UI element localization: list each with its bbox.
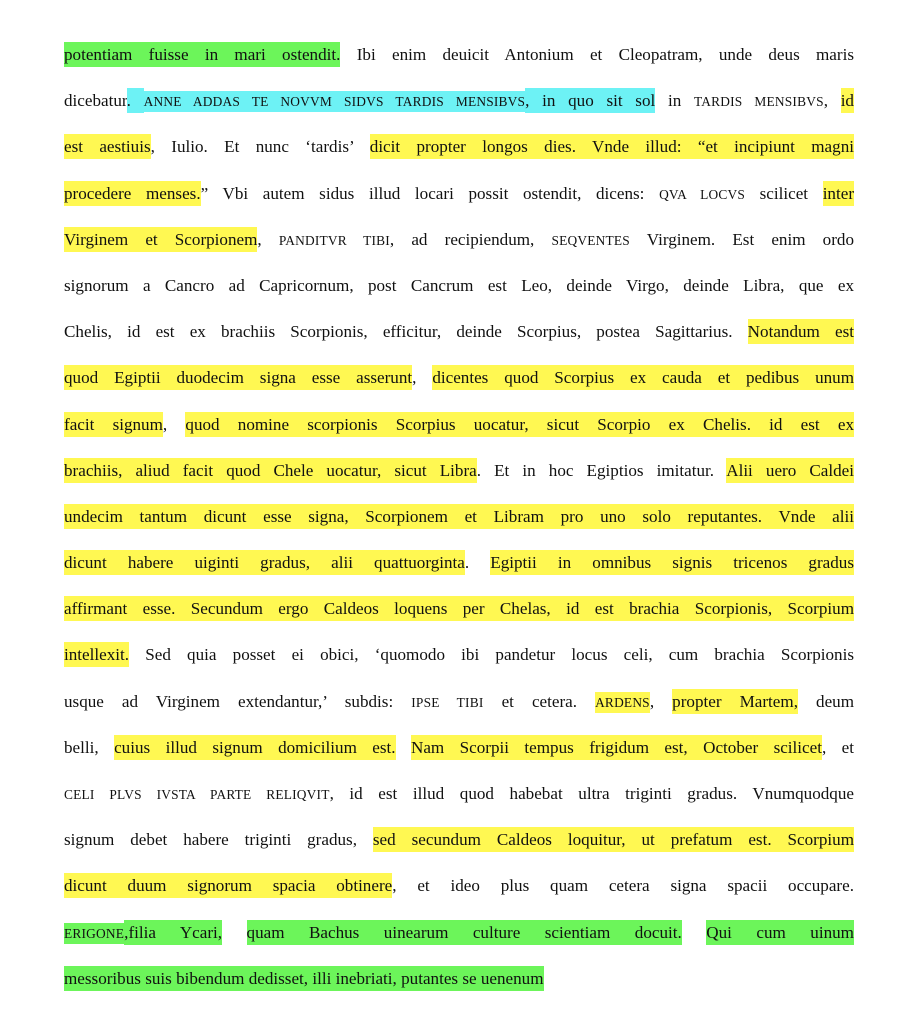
highlighted-run-yellow: brachiis, aliud facit quod Chele uocatur, sicut Libra bbox=[64, 458, 477, 483]
text-run: belli, bbox=[64, 737, 115, 757]
text-run: deum bbox=[797, 691, 854, 711]
text-line bbox=[64, 402, 854, 448]
text-run: dicebatur bbox=[64, 91, 127, 111]
highlighted-run-yellow: undecim tantum dicunt esse signa, Scorpionem et Libram pro uno solo reputantes. Vnde alii bbox=[64, 504, 854, 529]
highlighted-run-yellow: dicunt habere uiginti gradus, alii quattuorginta bbox=[64, 550, 465, 575]
highlighted-run-yellow: Nam Scorpii tempus frigidum est, October scilicet bbox=[411, 735, 822, 760]
text-run: Chelis, id est ex brachiis Scorpionis, efficitur, deinde Scorpius, postea Sagittarius. bbox=[64, 322, 748, 342]
text-run: QVA LOCVS bbox=[659, 186, 746, 202]
highlighted-run-green: messoribus suis bibendum dedisset, illi inebriati, putantes se uenenum bbox=[64, 966, 544, 991]
highlighted-run-yellow: propter Martem, bbox=[672, 689, 798, 714]
highlighted-run-green: potentiam fuisse in mari ostendit. bbox=[64, 42, 340, 67]
text-line bbox=[64, 910, 854, 956]
text-line bbox=[64, 263, 854, 309]
text-run: IPSE TIBI bbox=[411, 694, 484, 710]
text-run: . Et in hoc Egiptios imitatur. bbox=[476, 460, 727, 480]
highlighted-run-yellow: sed secundum Caldeos loquitur, ut prefatum est. Scorpium bbox=[373, 827, 854, 852]
highlighted-run-yellow: dicunt duum signorum spacia obtinere bbox=[64, 873, 392, 898]
text-run: signum debet habere triginti gradus, bbox=[64, 830, 373, 850]
highlighted-run-yellow: Egiptii in omnibus signis tricenos gradus bbox=[490, 550, 854, 575]
highlighted-run-cyan: ANNE ADDAS TE NOVVM SIDVS TARDIS MENSIBVS bbox=[144, 91, 526, 112]
text-run: SEQVENTES bbox=[551, 232, 630, 248]
text-run: , id est illud quod habebat ultra triginti gradus. Vnumquodque bbox=[329, 784, 854, 803]
highlighted-run-yellow: inter bbox=[823, 181, 854, 206]
text-run: , et ideo plus quam cetera signa spacii occupare. bbox=[392, 876, 854, 896]
highlighted-run-yellow: dicentes quod Scorpius ex cauda et pedibus unum bbox=[432, 365, 854, 390]
text-run bbox=[222, 920, 246, 945]
text-run: , ad recipiendum, bbox=[389, 229, 552, 249]
text-run: in bbox=[655, 91, 694, 111]
text-run: PANDITVR TIBI bbox=[278, 232, 390, 248]
text-line bbox=[64, 448, 854, 494]
highlighted-run-cyan: . bbox=[127, 88, 144, 113]
highlighted-run-green: Qui cum uinum bbox=[706, 920, 854, 945]
text-run: CELI PLVS IVSTA PARTE RELIQVIT bbox=[64, 787, 330, 802]
highlighted-run-yellow: quod nomine scorpionis Scorpius uocatur, sicut Scorpio ex Chelis. id est ex bbox=[185, 412, 854, 437]
text-run: Ibi enim deuicit Antonium et Cleopatram, unde deus maris bbox=[340, 45, 854, 64]
text-line bbox=[64, 309, 854, 355]
text-run: usque ad Virginem extendantur,’ subdis: bbox=[64, 691, 412, 711]
highlighted-run-yellow: procedere menses. bbox=[64, 181, 201, 206]
highlighted-run-yellow: Virginem et Scorpionem bbox=[64, 227, 257, 252]
text-run: signorum a Cancro ad Capricornum, post Cancrum est Leo, deinde Virgo, deinde Libra, que ex bbox=[64, 275, 854, 295]
text-run: , et bbox=[821, 737, 855, 757]
highlighted-run-yellow: ARDENS bbox=[595, 692, 650, 713]
text-run: Virginem. Est enim ordo bbox=[629, 229, 855, 249]
text-line bbox=[64, 78, 854, 124]
text-run: TARDIS MENSIBVS bbox=[693, 94, 824, 110]
text-run: , bbox=[649, 691, 673, 711]
text-line bbox=[64, 124, 854, 170]
text-line bbox=[64, 171, 854, 217]
text-run: , Iulio. Et nunc ‘tardis’ bbox=[150, 137, 370, 157]
highlighted-run-yellow: id bbox=[841, 88, 854, 113]
highlighted-run-green: ,filia Ycari, bbox=[124, 920, 222, 945]
text-run bbox=[396, 735, 411, 760]
text-run: et cetera. bbox=[483, 691, 596, 711]
text-line bbox=[64, 956, 854, 1002]
text-line bbox=[64, 863, 854, 909]
text-run: ” Vbi autem sidus illud locari possit ostendit, dicens: bbox=[200, 183, 660, 203]
highlighted-run-yellow: intellexit. bbox=[64, 642, 129, 667]
highlighted-run-yellow: facit signum bbox=[64, 412, 163, 437]
text-line bbox=[64, 771, 854, 817]
text-run: . bbox=[464, 553, 491, 573]
text-line bbox=[64, 586, 854, 632]
text-run bbox=[682, 920, 706, 945]
text-run: , bbox=[257, 229, 279, 249]
highlighted-run-yellow: cuius illud signum domicilium est. bbox=[114, 735, 395, 760]
text-line bbox=[64, 355, 854, 401]
text-line bbox=[64, 817, 854, 863]
text-run: , bbox=[823, 91, 841, 111]
highlighted-run-green: quam Bachus uinearum culture scientiam docuit. bbox=[247, 920, 682, 945]
text-line bbox=[64, 540, 854, 586]
text-line bbox=[64, 494, 854, 540]
text-line bbox=[64, 725, 854, 771]
highlighted-run-cyan: , in quo sit sol bbox=[525, 88, 655, 113]
text-line bbox=[64, 632, 854, 678]
text-run: Sed quia posset ei obici, ‘quomodo ibi pandetur locus celi, cum brachia Scorpionis bbox=[129, 645, 854, 665]
text-line bbox=[64, 32, 854, 78]
document-page bbox=[64, 32, 854, 1002]
highlighted-run-yellow: Notandum est bbox=[748, 319, 854, 344]
highlighted-run-yellow: affirmant esse. Secundum ergo Caldeos loquens per Chelas, id est brachia Scorpionis, Scorpium bbox=[64, 596, 854, 621]
text-line bbox=[64, 217, 854, 263]
highlighted-run-yellow: quod Egiptii duodecim signa esse asserunt bbox=[64, 365, 412, 390]
highlighted-run-yellow: dicit propter longos dies. Vnde illud: “et incipiunt magni bbox=[370, 134, 854, 159]
highlighted-run-yellow: Alii uero Caldei bbox=[726, 458, 854, 483]
highlighted-run-yellow: est aestiuis bbox=[64, 134, 151, 159]
text-line bbox=[64, 679, 854, 725]
text-run: , bbox=[162, 414, 186, 434]
text-run: , bbox=[412, 368, 433, 388]
text-run: scilicet bbox=[745, 183, 823, 203]
highlighted-run-green: ERIGONE bbox=[64, 923, 124, 944]
